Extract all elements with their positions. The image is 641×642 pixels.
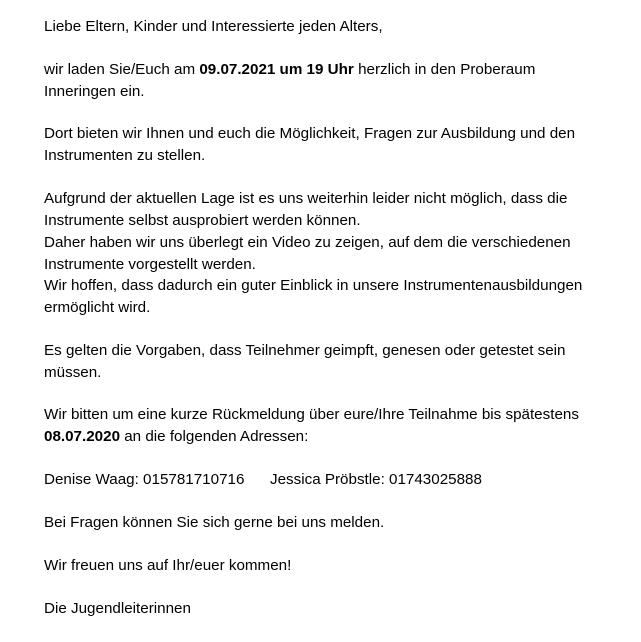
rsvp-line-2 <box>44 428 308 446</box>
offer-line-1: Dort bieten wir Ihnen und euch die Möglichkeit, Fragen zur Ausbildung und den <box>44 125 576 142</box>
situation-line-5: Wir hoffen, dass dadurch ein guter Einblick in unsere Instrumentenausbildungen <box>44 277 583 294</box>
rsvp-deadline: 08.07.2020 <box>44 428 121 445</box>
contact-denise: Denise Waag: 015781710716 <box>44 471 245 488</box>
rules-line-2: müssen. <box>44 364 102 381</box>
rsvp-line-2-post: an die folgenden Adressen: <box>120 428 309 445</box>
invite-line-1 <box>44 61 535 79</box>
situation-line-6: ermöglicht wird. <box>44 299 151 316</box>
offer-line-2: Instrumenten zu stellen. <box>44 147 206 164</box>
rules-line-1: Es gelten die Vorgaben, dass Teilnehmer geimpft, genesen oder getestet sein <box>44 342 566 359</box>
questions-line: Bei Fragen können Sie sich gerne bei uns melden. <box>44 514 385 531</box>
invite-post: herzlich in den Proberaum <box>353 61 536 78</box>
closing-line: Wir freuen uns auf Ihr/euer kommen! <box>44 557 292 574</box>
situation-line-2: Instrumente selbst ausprobiert werden können. <box>44 212 361 229</box>
situation-line-1: Aufgrund der aktuellen Lage ist es uns weiterhin leider nicht möglich, dass die <box>44 190 568 207</box>
signature: Die Jugendleiterinnen <box>44 600 191 617</box>
situation-line-3: Daher haben wir uns überlegt ein Video zu zeigen, auf dem die verschiedenen <box>44 234 571 251</box>
contact-jessica: Jessica Pröbstle: 01743025888 <box>270 471 482 488</box>
event-date-time: 09.07.2021 um 19 Uhr <box>199 61 354 78</box>
contacts-row <box>44 471 604 489</box>
greeting: Liebe Eltern, Kinder und Interessierte jeden Alters, <box>44 18 383 35</box>
situation-line-4: Instrumente vorgestellt werden. <box>44 256 256 273</box>
invite-pre: wir laden Sie/Euch am <box>44 61 200 78</box>
invite-line-2: Inneringen ein. <box>44 83 145 100</box>
rsvp-line-1: Wir bitten um eine kurze Rückmeldung über eure/Ihre Teilnahme bis spätestens <box>44 406 579 423</box>
